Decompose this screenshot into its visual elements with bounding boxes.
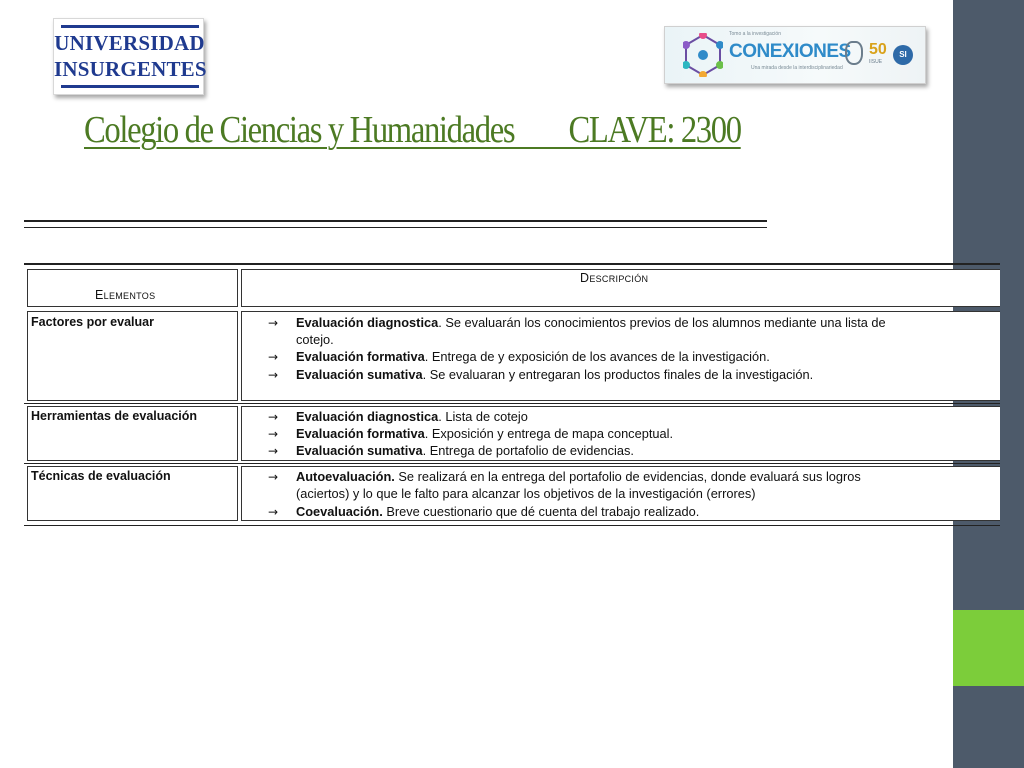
logo-top-bar bbox=[61, 25, 199, 28]
logo-line-1: UNIVERSIDAD bbox=[54, 31, 205, 55]
list-item bbox=[268, 426, 673, 441]
row-separator bbox=[24, 463, 1000, 464]
table-top-rule bbox=[24, 263, 1000, 265]
item-term: Evaluación formativa bbox=[296, 426, 425, 441]
item-term: Evaluación formativa bbox=[296, 349, 425, 364]
item-term: Autoevaluación. bbox=[296, 469, 395, 484]
arrow-right-icon: → bbox=[268, 316, 279, 330]
banner-subtitle: Una mirada desde la interdisciplinariedad bbox=[751, 65, 843, 71]
page-title: Colegio de Ciencias y Humanidades CLAVE: 2300 bbox=[84, 109, 741, 151]
item-term: Evaluación diagnostica bbox=[296, 315, 439, 330]
list-item bbox=[268, 367, 813, 382]
item-text: . Entrega de y exposición de los avances de la investigación. bbox=[424, 349, 770, 364]
banner-wordmark: CONEXIONES bbox=[729, 41, 851, 62]
divider-rule bbox=[24, 227, 767, 228]
si-badge-icon: SI bbox=[893, 45, 913, 65]
item-text: . Se evaluarán los conocimientos previos de los alumnos mediante una lista de bbox=[438, 315, 886, 330]
item-text: . Entrega de portafolio de evidencias. bbox=[422, 443, 634, 458]
row-label: Herramientas de evaluación bbox=[31, 409, 198, 423]
item-text: Breve cuestionario que dé cuenta del trabajo realizado. bbox=[382, 504, 700, 519]
arrow-right-icon: → bbox=[268, 350, 279, 364]
divider-rule bbox=[24, 220, 767, 222]
arrow-right-icon: → bbox=[268, 427, 279, 441]
arrow-right-icon: → bbox=[268, 368, 279, 382]
item-term: Evaluación diagnostica bbox=[296, 409, 439, 424]
item-term: Evaluación sumativa bbox=[296, 443, 423, 458]
item-text: . Lista de cotejo bbox=[438, 409, 528, 424]
item-text: . Se evaluaran y entregaran los productos finales de la investigación. bbox=[422, 367, 814, 382]
conexiones-banner bbox=[664, 26, 926, 84]
item-term: Evaluación sumativa bbox=[296, 367, 423, 382]
row-label: Técnicas de evaluación bbox=[31, 469, 171, 483]
unam-seal-icon bbox=[845, 41, 863, 65]
network-hexagon-icon bbox=[683, 33, 723, 77]
anniversary-mark: 50 bbox=[869, 41, 887, 58]
logo-line-2: INSURGENTES bbox=[54, 57, 207, 81]
item-term: Coevaluación. bbox=[296, 504, 383, 519]
logo-bottom-bar bbox=[61, 85, 199, 88]
list-item bbox=[268, 349, 770, 364]
list-item bbox=[268, 443, 634, 458]
arrow-right-icon: → bbox=[268, 470, 279, 484]
arrow-right-icon: → bbox=[268, 505, 279, 519]
arrow-right-icon: → bbox=[268, 410, 279, 424]
header-description-label: Descripción bbox=[580, 271, 649, 285]
row-separator bbox=[24, 403, 1000, 404]
banner-tagline: Tomo a la investigación bbox=[729, 31, 781, 37]
row-label: Factores por evaluar bbox=[31, 315, 154, 329]
table-bottom-rule bbox=[24, 525, 1000, 526]
list-item bbox=[268, 409, 528, 424]
item-text: Se realizará en la entrega del portafolio de evidencias, donde evaluará sus logros bbox=[394, 469, 861, 484]
arrow-right-icon: → bbox=[268, 444, 279, 458]
list-item bbox=[268, 504, 699, 519]
anniversary-subtitle: IISUE bbox=[869, 59, 883, 65]
side-panel-accent bbox=[953, 610, 1024, 686]
list-item bbox=[268, 469, 861, 484]
item-continuation: cotejo. bbox=[296, 332, 334, 347]
list-item bbox=[268, 315, 886, 330]
item-text: . Exposición y entrega de mapa conceptual. bbox=[424, 426, 674, 441]
header-elements-label: Elementos bbox=[95, 288, 156, 302]
university-logo bbox=[53, 18, 207, 95]
item-continuation: (aciertos) y lo que le falto para alcanzar los objetivos de la investigación (errores) bbox=[296, 486, 756, 501]
